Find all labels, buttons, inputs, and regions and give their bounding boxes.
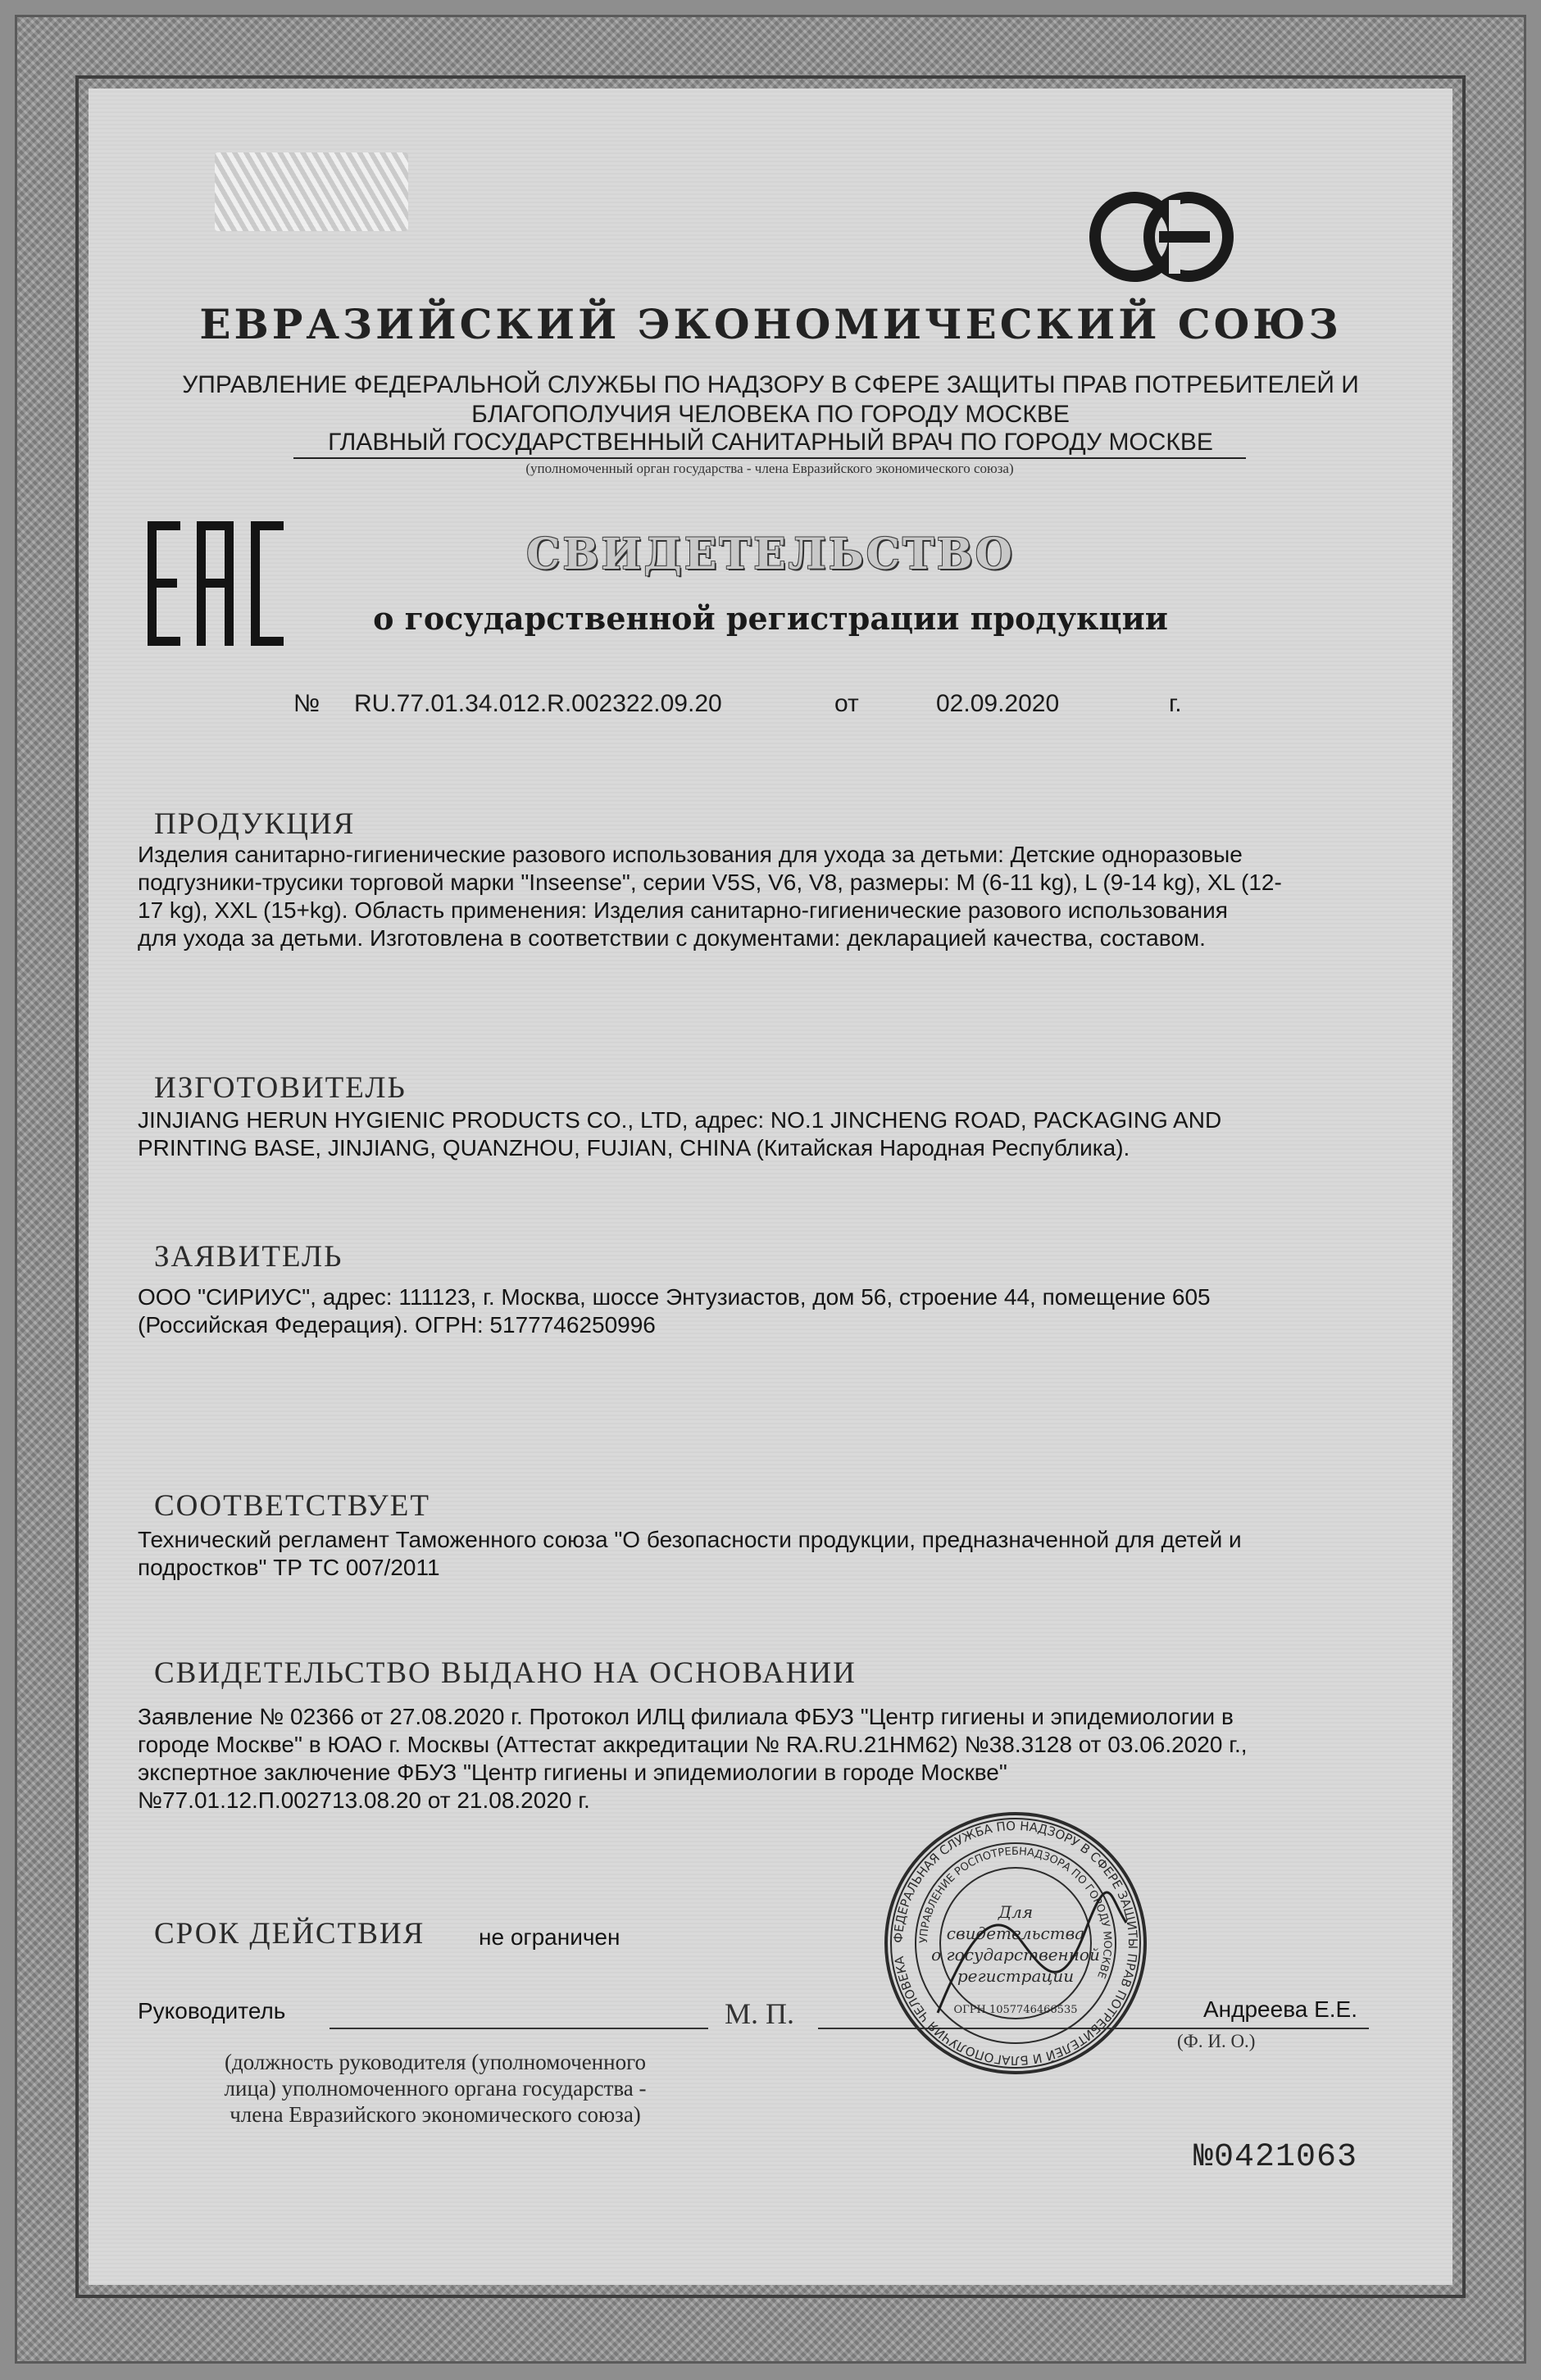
post-caption-line: (должность руководителя (уполномоченного bbox=[224, 2050, 646, 2074]
post-caption bbox=[152, 2049, 718, 2128]
manufacturer-line: PRINTING BASE, JINJIANG, QUANZHOU, FUJIAN, CHINA (Китайская Народная Республика). bbox=[138, 1135, 1130, 1160]
post-caption-line: лица) уполномоченного органа государства - bbox=[224, 2076, 647, 2101]
applicant-line: ООО "СИРИУС", адрес: 111123, г. Москва, шоссе Энтузиастов, дом 56, строение 44, помещение 605 bbox=[138, 1284, 1211, 1310]
signer-name: Андреева Е.Е. bbox=[1203, 1996, 1358, 2022]
registration-date: 02.09.2020 bbox=[936, 690, 1060, 717]
seal-center-line: о государственной bbox=[931, 1945, 1100, 1964]
basis-line: Заявление № 02366 от 27.08.2020 г. Протокол ИЛЦ филиала ФБУЗ "Центр гигиены и эпидемиологии в bbox=[138, 1704, 1234, 1729]
seal-ogrn: ОГРН 1057746466535 bbox=[953, 2004, 1078, 2016]
product-line: для ухода за детьми. Изготовлена в соответствии с документами: декларацией качества, составом. bbox=[138, 925, 1206, 951]
basis-line: №77.01.12.П.002713.08.20 от 21.08.2020 г. bbox=[138, 1787, 590, 1813]
union-title: ЕВРАЗИЙСКИЙ ЭКОНОМИЧЕСКИЙ СОЮЗ bbox=[199, 300, 1342, 348]
conforms-line: подростков" ТР ТС 007/2011 bbox=[138, 1555, 440, 1580]
conforms-line: Технический регламент Таможенного союза "О безопасности продукции, предназначенной для детей и bbox=[138, 1527, 1242, 1552]
certificate-subtitle: о государственной регистрации продукции bbox=[373, 600, 1168, 637]
official-seal bbox=[880, 1808, 1151, 2078]
post-caption-line: члена Евразийского экономического союза) bbox=[230, 2102, 641, 2127]
from-label: от bbox=[834, 690, 859, 717]
agency-line-3: ГЛАВНЫЙ ГОСУДАРСТВЕННЫЙ САНИТАРНЫЙ ВРАЧ ПО ГОРОДУ МОСКВЕ bbox=[328, 429, 1213, 456]
manufacturer-text bbox=[138, 1106, 1416, 1162]
head-label: Руководитель bbox=[138, 1998, 286, 2023]
applicant-heading: ЗАЯВИТЕЛЬ bbox=[154, 1240, 343, 1274]
seal-center-line: свидетельства bbox=[946, 1924, 1085, 1943]
basis-line: экспертное заключение ФБУЗ "Центр гигиены и эпидемиологии в городе Москве" bbox=[138, 1760, 1007, 1785]
seal-inner-ring-text: УПРАВЛЕНИЕ РОСПОТРЕБНАДЗОРА ПО ГОРОДУ МОСКВЕ bbox=[917, 1845, 1114, 1981]
manufacturer-heading: ИЗГОТОВИТЕЛЬ bbox=[154, 1071, 407, 1105]
product-text bbox=[138, 841, 1416, 952]
product-line: подгузники-трусики торговой марки "Inseense", серии V5S, V6, V8, размеры: M (6-11 kg), L (9-14 kg), XL (12- bbox=[138, 870, 1282, 895]
mp-label: М. П. bbox=[725, 1997, 795, 2030]
conforms-text bbox=[138, 1526, 1416, 1582]
product-line: Изделия санитарно-гигиенические разового использования для ухода за детьми: Детские одноразовые bbox=[138, 842, 1243, 867]
number-sign: № bbox=[293, 690, 320, 717]
basis-line: городе Москве" в ЮАО г. Москвы (Аттестат аккредитации № RA.RU.21НМ62) №38.3128 от 03.06.2020 г., bbox=[138, 1732, 1248, 1757]
agency-caption: (уполномоченный орган государства - члена Евразийского экономического союза) bbox=[525, 461, 1014, 476]
hologram-sticker bbox=[215, 152, 408, 231]
year-suffix: г. bbox=[1169, 690, 1182, 717]
basis-text bbox=[138, 1703, 1416, 1815]
product-heading: ПРОДУКЦИЯ bbox=[154, 807, 356, 841]
seal-ring-text: ФЕДЕРАЛЬНАЯ СЛУЖБА ПО НАДЗОРУ В СФЕРЕ ЗАЩИТЫ ПРАВ ПОТРЕБИТЕЛЕЙ И БЛАГОПОЛУЧИЯ ЧЕЛОВЕКА bbox=[890, 1818, 1141, 2069]
certificate-title: СВИДЕТЕЛЬСТВО bbox=[526, 529, 1015, 579]
validity-value: не ограничен bbox=[479, 1924, 620, 1950]
validity-heading: СРОК ДЕЙСТВИЯ bbox=[154, 1917, 425, 1951]
serial-number: №0421063 bbox=[1193, 2139, 1358, 2176]
seal-center-line: Для bbox=[998, 1902, 1034, 1922]
seal-center-line: регистрации bbox=[957, 1966, 1075, 1986]
agency-rule bbox=[293, 457, 1246, 459]
signature-line bbox=[330, 2028, 708, 2029]
applicant-text bbox=[138, 1283, 1416, 1339]
basis-heading: СВИДЕТЕЛЬСТВО ВЫДАНО НА ОСНОВАНИИ bbox=[154, 1656, 857, 1690]
applicant-line: (Российская Федерация). ОГРН: 5177746250996 bbox=[138, 1312, 656, 1338]
agency-line-1: УПРАВЛЕНИЕ ФЕДЕРАЛЬНОЙ СЛУЖБЫ ПО НАДЗОРУ В СФЕРЕ ЗАЩИТЫ ПРАВ ПОТРЕБИТЕЛЕЙ И bbox=[182, 371, 1359, 398]
se-logo-icon bbox=[1084, 184, 1239, 290]
fio-label: (Ф. И. О.) bbox=[1177, 2031, 1256, 2051]
agency-line-2: БЛАГОПОЛУЧИЯ ЧЕЛОВЕКА ПО ГОРОДУ МОСКВЕ bbox=[471, 401, 1070, 428]
product-line: 17 kg), XXL (15+kg). Область применения: Изделия санитарно-гигиенические разового использования bbox=[138, 897, 1228, 923]
registration-number: RU.77.01.34.012.R.002322.09.20 bbox=[354, 690, 722, 717]
manufacturer-line: JINJIANG HERUN HYGIENIC PRODUCTS CO., LTD, адрес: NO.1 JINCHENG ROAD, PACKAGING AND bbox=[138, 1107, 1222, 1133]
conforms-heading: СООТВЕТСТВУЕТ bbox=[154, 1489, 430, 1523]
